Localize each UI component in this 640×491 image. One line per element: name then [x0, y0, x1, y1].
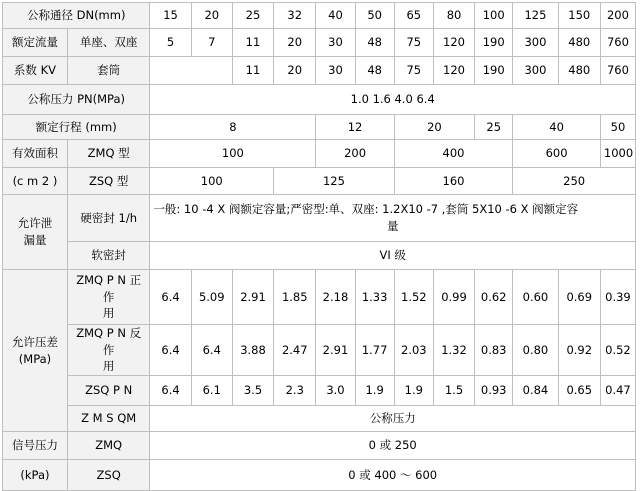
dp-cell: 0.65 — [558, 376, 600, 406]
dp-label — [3, 270, 68, 432]
dp-zmq-reverse-label-line1: ZMQ P N 反作 — [76, 326, 142, 357]
dp-zmsqm-label: Z M S QM — [67, 406, 149, 432]
stroke-label: 额定行程 (mm) — [3, 115, 150, 140]
pressure-label: 公称压力 PN(MPa) — [3, 85, 150, 115]
dn-cell: 200 — [600, 3, 635, 29]
dp-cell: 0.83 — [475, 325, 513, 376]
kv-cell: 75 — [394, 57, 433, 85]
stroke-cell: 25 — [475, 115, 513, 140]
kv-label-bottom: 系数 KV — [3, 57, 68, 85]
signal-zsq-label: ZSQ — [67, 460, 149, 491]
stroke-cell: 8 — [150, 115, 316, 140]
kv-cell: 20 — [274, 29, 316, 57]
dp-cell: 2.18 — [316, 270, 355, 325]
dp-cell: 1.32 — [433, 325, 474, 376]
dp-cell: 0.69 — [558, 270, 600, 325]
stroke-cell: 40 — [513, 115, 601, 140]
valve-spec-table — [2, 2, 636, 491]
dp-cell: 1.85 — [274, 270, 316, 325]
leakage-hard-row — [3, 195, 636, 242]
area-cell: 400 — [394, 140, 513, 168]
signal-label-top: 信号压力 — [3, 432, 68, 460]
dn-cell: 150 — [558, 3, 600, 29]
leakage-label-line1: 允许泄 — [17, 216, 53, 231]
kv-cell: 20 — [274, 57, 316, 85]
dp-cell: 1.5 — [433, 376, 474, 406]
dp-cell: 1.52 — [394, 270, 433, 325]
dp-cell: 1.77 — [355, 325, 394, 376]
dn-cell: 40 — [316, 3, 355, 29]
area-cell: 125 — [274, 168, 395, 195]
kv-sleeve-label: 套筒 — [67, 57, 149, 85]
area-cell: 200 — [316, 140, 394, 168]
dn-cell: 50 — [355, 3, 394, 29]
kv-cell: 11 — [232, 57, 273, 85]
dp-cell: 5.09 — [191, 270, 232, 325]
dp-zsq-label: ZSQ P N — [67, 376, 149, 406]
dp-cell: 2.3 — [274, 376, 316, 406]
stroke-cell: 20 — [394, 115, 474, 140]
area-zsq-row — [3, 168, 636, 195]
dp-cell: 6.4 — [150, 270, 191, 325]
pressure-row — [3, 85, 636, 115]
leakage-label-line2: 漏量 — [23, 233, 47, 247]
dp-cell: 6.4 — [150, 325, 191, 376]
area-zmq-row — [3, 140, 636, 168]
dp-cell: 2.91 — [316, 325, 355, 376]
signal-label-bottom: (kPa) — [3, 460, 68, 491]
dp-zmq-reverse-row — [3, 325, 636, 376]
dp-cell: 1.9 — [394, 376, 433, 406]
area-cell: 100 — [150, 168, 274, 195]
dp-zmq-reverse-label-line2: 用 — [102, 359, 115, 374]
dp-zmsqm-row — [3, 406, 636, 432]
dp-cell: 1.9 — [355, 376, 394, 406]
dp-cell: 0.47 — [600, 376, 635, 406]
kv-cell: 7 — [191, 29, 232, 57]
dp-cell: 0.93 — [475, 376, 513, 406]
kv-sleeve-row — [3, 57, 636, 85]
dp-cell: 1.33 — [355, 270, 394, 325]
kv-cell: 48 — [355, 29, 394, 57]
dp-cell: 0.92 — [558, 325, 600, 376]
kv-cell: 48 — [355, 57, 394, 85]
kv-cell: 30 — [316, 29, 355, 57]
dn-label: 公称通径 DN(mm) — [3, 3, 150, 29]
dp-label-line2: (MPa) — [18, 351, 52, 366]
signal-zsq-row — [3, 460, 636, 491]
kv-cell: 480 — [558, 29, 600, 57]
dp-cell: 0.62 — [475, 270, 513, 325]
dp-cell: 0.60 — [513, 270, 558, 325]
kv-cell: 120 — [433, 57, 474, 85]
dp-zmq-reverse-label — [67, 325, 149, 376]
kv-cell: 760 — [600, 29, 635, 57]
kv-cell: 190 — [475, 57, 513, 85]
area-cell: 600 — [513, 140, 601, 168]
dp-cell: 2.03 — [394, 325, 433, 376]
leakage-soft-value: VI 级 — [150, 242, 636, 270]
dn-cell: 20 — [191, 3, 232, 29]
dp-cell: 3.88 — [232, 325, 273, 376]
area-zsq-label: ZSQ 型 — [67, 168, 149, 195]
dn-cell: 25 — [232, 3, 273, 29]
dp-cell: 3.0 — [316, 376, 355, 406]
dp-zmq-direct-row — [3, 270, 636, 325]
signal-zmq-value: 0 或 250 — [150, 432, 636, 460]
dn-cell: 100 — [475, 3, 513, 29]
leakage-label — [3, 195, 68, 270]
leakage-soft-label: 软密封 — [67, 242, 149, 270]
kv-cell: 5 — [150, 29, 191, 57]
leakage-soft-row — [3, 242, 636, 270]
area-cell: 100 — [150, 140, 316, 168]
kv-single-double-row — [3, 29, 636, 57]
kv-empty-cell — [150, 57, 232, 85]
dp-cell: 0.84 — [513, 376, 558, 406]
area-label-top: 有效面积 — [3, 140, 68, 168]
dp-cell: 0.39 — [600, 270, 635, 325]
pressure-value: 1.0 1.6 4.0 6.4 — [150, 85, 636, 115]
dp-cell: 6.4 — [191, 325, 232, 376]
kv-cell: 760 — [600, 57, 635, 85]
signal-zmq-label: ZMQ — [67, 432, 149, 460]
signal-zmq-row — [3, 432, 636, 460]
area-cell: 1000 — [600, 140, 635, 168]
leakage-hard-text-line1: 一般: 10 -4 X 阀额定容量;严密型:单、双座: 1.2X10 -7 ,套筒 5X10 -6 X 阀额定容 — [153, 202, 579, 217]
leakage-hard-text-line2: 量 — [386, 219, 399, 233]
kv-cell: 300 — [513, 29, 558, 57]
stroke-cell: 50 — [600, 115, 635, 140]
dp-zmsqm-value: 公称压力 — [150, 406, 636, 432]
dp-cell: 0.80 — [513, 325, 558, 376]
kv-single-double-label: 单座、双座 — [67, 29, 149, 57]
kv-cell: 120 — [433, 29, 474, 57]
dp-cell: 0.99 — [433, 270, 474, 325]
dp-zmq-direct-label-line1: ZMQ P N 正作 — [76, 272, 142, 304]
dp-cell: 2.91 — [232, 270, 273, 325]
kv-cell: 11 — [232, 29, 273, 57]
dn-row — [3, 3, 636, 29]
dn-cell: 125 — [513, 3, 558, 29]
stroke-cell: 12 — [316, 115, 394, 140]
signal-zsq-value: 0 或 400 ～ 600 — [150, 460, 636, 491]
kv-cell: 190 — [475, 29, 513, 57]
area-cell: 160 — [394, 168, 513, 195]
dp-cell: 6.1 — [191, 376, 232, 406]
dn-cell: 32 — [274, 3, 316, 29]
area-cell: 250 — [513, 168, 636, 195]
dp-zmq-direct-label-line2: 用 — [102, 306, 115, 321]
dp-zmq-direct-label — [67, 270, 149, 325]
leakage-hard-label: 硬密封 1/h — [67, 195, 149, 242]
kv-cell: 30 — [316, 57, 355, 85]
dp-cell: 3.5 — [232, 376, 273, 406]
kv-label-top: 额定流量 — [3, 29, 68, 57]
kv-cell: 75 — [394, 29, 433, 57]
area-label-bottom: (c m 2 ) — [3, 168, 68, 195]
kv-cell: 300 — [513, 57, 558, 85]
leakage-hard-value — [150, 195, 636, 242]
dn-cell: 65 — [394, 3, 433, 29]
dn-cell: 15 — [150, 3, 191, 29]
area-zmq-label: ZMQ 型 — [67, 140, 149, 168]
dp-zsq-row — [3, 376, 636, 406]
dp-cell: 2.47 — [274, 325, 316, 376]
kv-cell: 480 — [558, 57, 600, 85]
dp-cell: 0.52 — [600, 325, 635, 376]
stroke-row — [3, 115, 636, 140]
dp-cell: 6.4 — [150, 376, 191, 406]
dn-cell: 80 — [433, 3, 474, 29]
dp-label-line1: 允许压差 — [11, 334, 58, 349]
